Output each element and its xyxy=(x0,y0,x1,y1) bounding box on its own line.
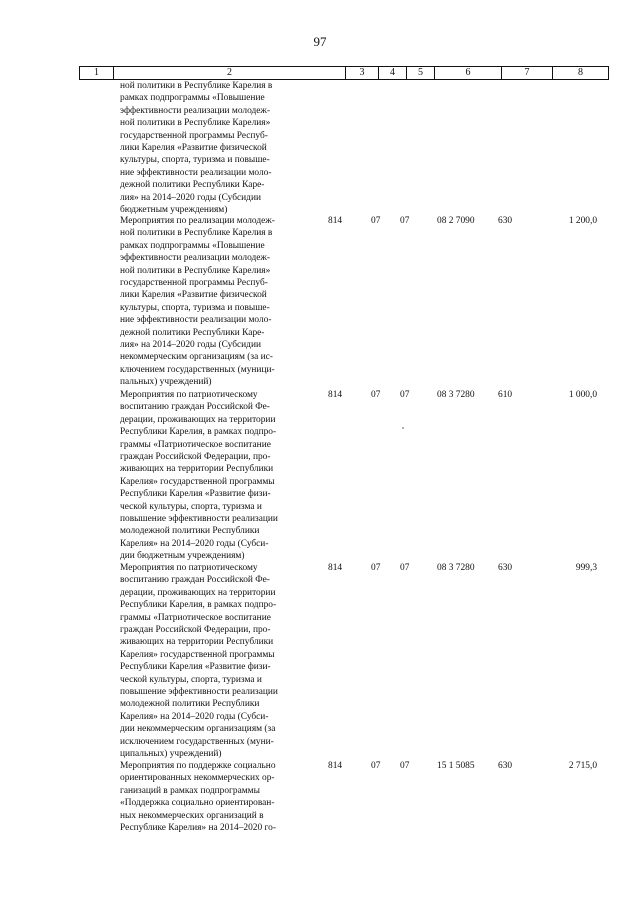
scan-speck xyxy=(402,427,404,429)
row-col-3: 814 xyxy=(328,563,343,573)
column-header-5: 5 xyxy=(406,67,434,79)
row-col-6: 08 3 7280 xyxy=(437,563,475,573)
row-col-8: 1 000,0 xyxy=(568,390,597,400)
row-col-8: 999,3 xyxy=(575,563,597,573)
row-description: Мероприятия по патриотическому воспитанию граждан Российской Фе- дерации, проживающих на территории Республики Карелия, в рамках подпро- граммы «Патриотическое воспитание граждан Российской Федерации, про- живающих на территории Республики Карелия» государственной программы Республики Карелия «Развитие физи- ческой культуры, спорта, туризма и повышение эффективности реализации молодежной политики Республики Карелия» на 2014–2020 годы (Субси- дии некоммерческим организациям (за исключением государственных (муни- ципальных) учреждений) xyxy=(120,563,278,760)
row-col-8: 2 715,0 xyxy=(568,761,597,771)
row-col-8: 1 200,0 xyxy=(568,216,597,226)
column-header-6: 6 xyxy=(434,67,501,79)
row-col-5: 07 xyxy=(400,216,410,226)
row-description: Мероприятия по поддержке социально ориентированных некоммерческих ор- ганизаций в рамках подпрограммы «Поддержка социально ориентирован- ных некоммерческих организаций в Республике Карелия» на 2014–2020 го- xyxy=(120,761,276,834)
row-description: Мероприятия по реализации молодеж- ной политики в Республике Карелия в рамках подпрограммы «Повышение эффективности реализации молодеж- ной политики в Республике Карелия» государственной программы Респуб- лики Карелия «Развитие физической культуры, спорта, туризма и повыше- ние эффективности реализации моло- дежной политики Республики Каре- лия» на 2014–2020 годы (Субсидии некоммерческим организациям (за ис- ключением государственных (муници- пальных) учреждений) xyxy=(120,216,275,388)
row-col-6: 15 1 5085 xyxy=(437,761,475,771)
row-col-4: 07 xyxy=(371,761,381,771)
row-col-5: 07 xyxy=(400,390,410,400)
row-col-3: 814 xyxy=(328,216,343,226)
row-col-5: 07 xyxy=(400,761,410,771)
row-col-5: 07 xyxy=(400,563,410,573)
column-header-8: 8 xyxy=(552,67,609,79)
row-col-7: 630 xyxy=(498,761,513,771)
column-header-4: 4 xyxy=(378,67,406,79)
row-col-7: 630 xyxy=(498,563,513,573)
row-col-4: 07 xyxy=(371,563,381,573)
column-header-3: 3 xyxy=(345,67,378,79)
table-header xyxy=(79,66,609,80)
column-header-2: 2 xyxy=(113,67,345,79)
row-col-3: 814 xyxy=(328,761,343,771)
page-number: 97 xyxy=(313,34,327,49)
row-description: Мероприятия по патриотическому воспитанию граждан Российской Фе- дерации, проживающих на территории Республики Карелия, в рамках подпро- граммы «Патриотическое воспитание граждан Российской Федерации, про- живающих на территории Республики Карелия» государственной программы Республики Карелия «Развитие физи- ческой культуры, спорта, туризма и повышение эффективности реализации молодежной политики Республики Карелия» на 2014–2020 годы (Субси- дии бюджетным учреждениям) xyxy=(120,390,278,562)
column-header-7: 7 xyxy=(501,67,552,79)
row-col-4: 07 xyxy=(371,390,381,400)
row-col-6: 08 3 7280 xyxy=(437,390,475,400)
row-col-7: 610 xyxy=(498,390,513,400)
row-description: ной политики в Республике Карелия в рамках подпрограммы «Повышение эффективности реализации молодеж- ной политики в Республике Карелия» государственной программы Респуб- лики Карелия «Развитие физической культуры, спорта, туризма и повыше- ние эффективности реализации моло- дежной политики Республики Каре- лия» на 2014–2020 годы (Субсидии бюджетным учреждениям) xyxy=(120,81,273,216)
row-col-4: 07 xyxy=(371,216,381,226)
row-col-6: 08 2 7090 xyxy=(437,216,475,226)
row-col-7: 630 xyxy=(498,216,513,226)
column-header-1: 1 xyxy=(79,67,113,79)
row-col-3: 814 xyxy=(328,390,343,400)
